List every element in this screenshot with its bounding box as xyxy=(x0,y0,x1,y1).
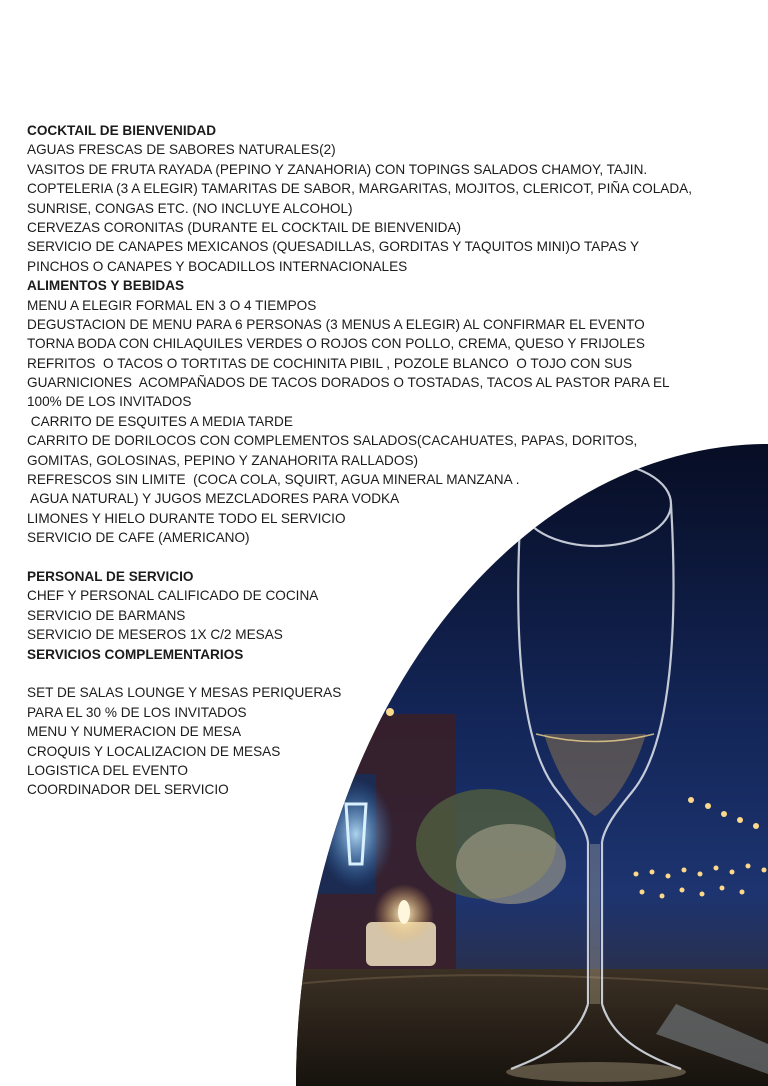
text-line: CARRITO DE DORILOCOS CON COMPLEMENTOS SALADOS(CACAHUATES, PAPAS, DORITOS, xyxy=(27,433,638,449)
text-line: AGUA NATURAL) Y JUGOS MEZCLADORES PARA VODKA xyxy=(27,491,400,507)
text-line: REFRITOS O TACOS O TORTITAS DE COCHINITA PIBIL , POZOLE BLANCO O TOJO CON SUS xyxy=(27,355,633,371)
text-line: LIMONES Y HIELO DURANTE TODO EL SERVICIO xyxy=(27,510,346,526)
text-line: MENU A ELEGIR FORMAL EN 3 O 4 TIEMPOS xyxy=(27,297,317,313)
spacer xyxy=(27,548,747,567)
text-line: SERVICIO DE CAFE (AMERICANO) xyxy=(27,530,250,546)
text-line: REFRESCOS SIN LIMITE (COCA COLA, SQUIRT, AGUA MINERAL MANZANA . xyxy=(27,472,520,488)
text-line: SERVICIO DE BARMANS xyxy=(27,607,186,623)
text-line: VASITOS DE FRUTA RAYADA (PEPINO Y ZANAHORIA) CON TOPINGS SALADOS CHAMOY, TAJIN. xyxy=(27,161,648,177)
text-line: GOMITAS, GOLOSINAS, PEPINO Y ZANAHORITA RALLADOS) xyxy=(27,452,419,468)
text-line: COPTELERIA (3 A ELEGIR) TAMARITAS DE SABOR, MARGARITAS, MOJITOS, CLERICOT, PIÑA COLADA, xyxy=(27,181,692,197)
heading-complementarios: SERVICIOS COMPLEMENTARIOS xyxy=(27,646,244,662)
text-line: DEGUSTACION DE MENU PARA 6 PERSONAS (3 MENUS A ELEGIR) AL CONFIRMAR EL EVENTO xyxy=(27,316,645,332)
text-line: LOGISTICA DEL EVENTO xyxy=(27,762,188,778)
text-line: SET DE SALAS LOUNGE Y MESAS PERIQUERAS xyxy=(27,685,342,701)
text-line: SERVICIO DE MESEROS 1X C/2 MESAS xyxy=(27,627,283,643)
text-line: CHEF Y PERSONAL CALIFICADO DE COCINA xyxy=(27,588,319,604)
text-line: SUNRISE, CONGAS ETC. (NO INCLUYE ALCOHOL) xyxy=(27,200,353,216)
text-line: 100% DE LOS INVITADOS xyxy=(27,394,192,410)
text-line: CERVEZAS CORONITAS (DURANTE EL COCKTAIL DE BIENVENIDA) xyxy=(27,219,462,235)
text-line: PARA EL 30 % DE LOS INVITADOS xyxy=(27,704,247,720)
text-line: MENU Y NUMERACION DE MESA xyxy=(27,724,242,740)
text-line: COORDINADOR DEL SERVICIO xyxy=(27,782,229,798)
heading-cocktail: COCKTAIL DE BIENVENIDAD xyxy=(27,123,217,138)
text-line: CROQUIS Y LOCALIZACION DE MESAS xyxy=(27,743,281,759)
text-line: AGUAS FRESCAS DE SABORES NATURALES(2) xyxy=(27,142,336,158)
text-line: PINCHOS O CANAPES Y BOCADILLOS INTERNACIONALES xyxy=(27,258,408,274)
text-line: CARRITO DE ESQUITES A MEDIA TARDE xyxy=(27,413,293,429)
spacer xyxy=(27,664,747,683)
heading-alimentos: ALIMENTOS Y BEBIDAS xyxy=(27,278,185,294)
menu-content xyxy=(27,121,747,800)
text-line: GUARNICIONES ACOMPAÑADOS DE TACOS DORADOS O TOSTADAS, TACOS AL PASTOR PARA EL xyxy=(27,375,670,391)
heading-personal: PERSONAL DE SERVICIO xyxy=(27,568,194,584)
text-line: TORNA BODA CON CHILAQUILES VERDES O ROJOS CON POLLO, CREMA, QUESO Y FRIJOLES xyxy=(27,336,645,352)
text-line: SERVICIO DE CANAPES MEXICANOS (QUESADILLAS, GORDITAS Y TAQUITOS MINI)O TAPAS Y xyxy=(27,239,640,255)
